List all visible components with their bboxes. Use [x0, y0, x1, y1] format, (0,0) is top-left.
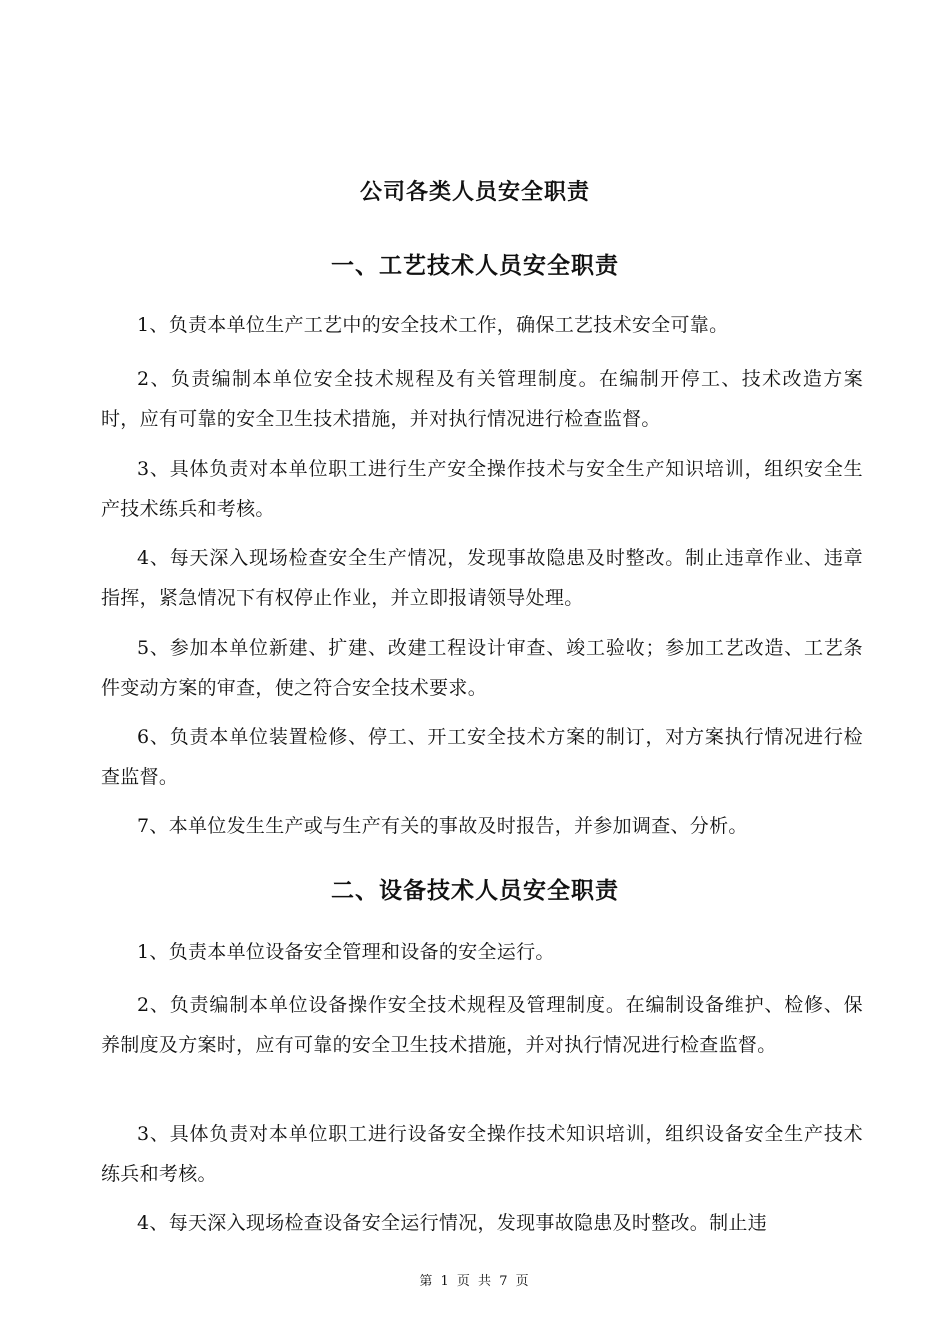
section-2-item-1: 1、负责本单位设备安全管理和设备的安全运行。: [137, 941, 555, 963]
section-2-item-2: 2、负责编制本单位设备操作安全技术规程及管理制度。在编制设备维护、检修、保养制度及方案时，应有可靠的安全卫生技术措施，并对执行情况进行检查监督。: [101, 994, 863, 1056]
page-footer: 第 1 页 共 7 页: [419, 1274, 531, 1289]
section-1-item-6: 6、负责本单位装置检修、停工、开工安全技术方案的制订，对方案执行情况进行检查监督。: [101, 726, 863, 788]
section-1-item-1: 1、负责本单位生产工艺中的安全技术工作，确保工艺技术安全可靠。: [137, 314, 729, 336]
section-1-item-5: 5、参加本单位新建、扩建、改建工程设计审查、竣工验收；参加工艺改造、工艺条件变动方案的审查，使之符合安全技术要求。: [101, 637, 863, 699]
section-1-item-4: 4、每天深入现场检查安全生产情况，发现事故隐患及时整改。制止违章作业、违章指挥，紧急情况下有权停止作业，并立即报请领导处理。: [101, 547, 863, 609]
section-1-item-2: 2、负责编制本单位安全技术规程及有关管理制度。在编制开停工、技术改造方案时，应有可靠的安全卫生技术措施，并对执行情况进行检查监督。: [101, 368, 863, 430]
section-1-item-7: 7、本单位发生生产或与生产有关的事故及时报告，并参加调查、分析。: [137, 815, 748, 837]
section-2-item-4: 4、每天深入现场检查设备安全运行情况，发现事故隐患及时整改。制止违: [137, 1212, 767, 1234]
section-1-title: 一、工艺技术人员安全职责: [331, 253, 619, 279]
document-title: 公司各类人员安全职责: [359, 180, 590, 205]
section-1-item-3: 3、具体负责对本单位职工进行生产安全操作技术与安全生产知识培训，组织安全生产技术练兵和考核。: [101, 458, 863, 520]
section-2-title: 二、设备技术人员安全职责: [331, 878, 619, 904]
section-2-item-3: 3、具体负责对本单位职工进行设备安全操作技术知识培训，组织设备安全生产技术练兵和考核。: [101, 1123, 863, 1185]
